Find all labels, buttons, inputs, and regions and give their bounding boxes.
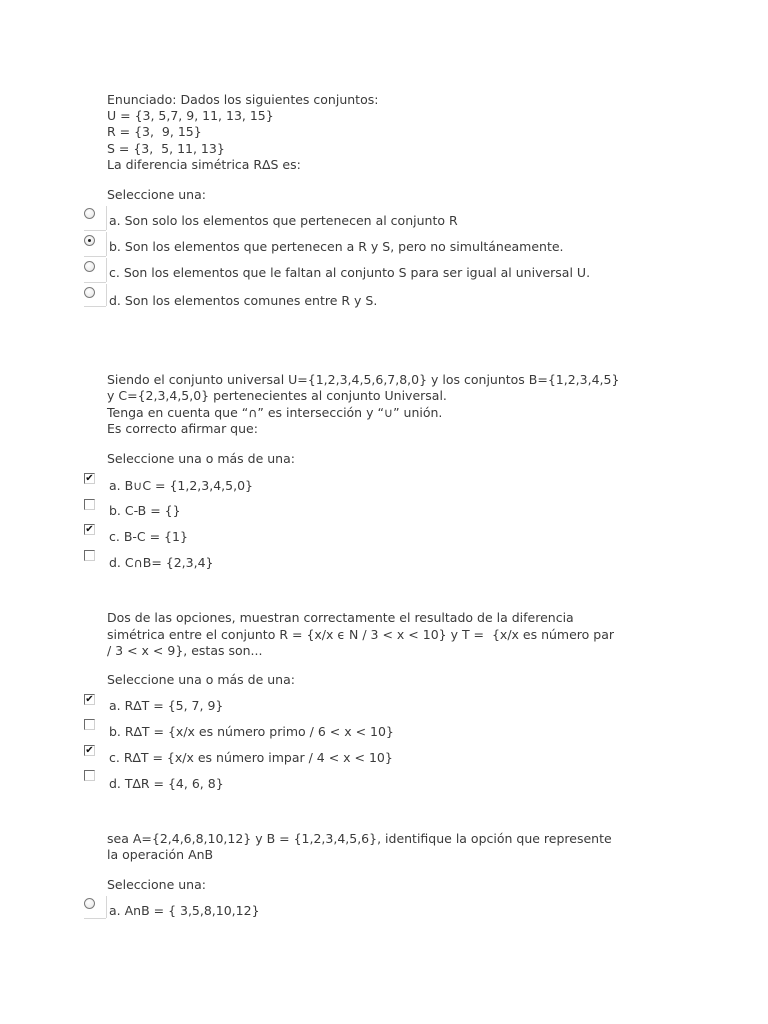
option-divider	[84, 256, 106, 257]
option-divider	[106, 258, 107, 282]
checkmark-icon: ✔	[85, 524, 94, 535]
question-4-statement-line: sea A={2,4,6,8,10,12} y B = {1,2,3,4,5,6}, identifique la opción que represente	[107, 831, 612, 846]
question-1-prompt: Seleccione una:	[107, 187, 206, 202]
q1-option-a-radio[interactable]	[84, 208, 95, 219]
q2-option-a-checkbox[interactable]	[84, 473, 95, 484]
q3-option-b-checkbox[interactable]	[84, 719, 95, 730]
q1-option-b-radio[interactable]	[84, 235, 95, 246]
question-3-statement-line: simétrica entre el conjunto R = {x/x ϵ N / 3 < x < 10} y T = {x/x es número par	[107, 627, 615, 642]
q1-option-d-radio[interactable]	[84, 287, 95, 298]
option-divider	[106, 232, 107, 256]
option-divider	[84, 282, 106, 283]
question-1-statement-line: La diferencia simétrica R∆S es:	[107, 157, 301, 172]
question-2-prompt: Seleccione una o más de una:	[107, 451, 295, 466]
question-1-statement-line: Enunciado: Dados los siguientes conjuntos:	[107, 92, 379, 107]
option-divider	[84, 306, 106, 307]
question-1-statement-line: S = {3, 5, 11, 13}	[107, 141, 225, 156]
q3-option-a-label[interactable]: a. R∆T = {5, 7, 9}	[109, 698, 224, 713]
q3-option-d-label[interactable]: d. T∆R = {4, 6, 8}	[109, 776, 224, 791]
question-2-statement-line: y C={2,3,4,5,0} pertenecientes al conjunto Universal.	[107, 388, 447, 403]
option-divider	[106, 206, 107, 230]
q2-option-c-label[interactable]: c. B-C = {1}	[109, 529, 188, 544]
question-3-statement-line: Dos de las opciones, muestran correctamente el resultado de la diferencia	[107, 610, 574, 625]
q2-option-b-checkbox[interactable]	[84, 499, 95, 510]
q1-option-d-label[interactable]: d. Son los elementos comunes entre R y S.	[109, 293, 378, 308]
question-4-statement-line: la operación AnB	[107, 847, 214, 862]
question-1-statement-line: U = {3, 5,7, 9, 11, 13, 15}	[107, 108, 274, 123]
q1-option-b-label[interactable]: b. Son los elementos que pertenecen a R y S, pero no simultáneamente.	[109, 239, 564, 254]
radio-selected-dot-icon	[88, 239, 91, 242]
q3-option-d-checkbox[interactable]	[84, 770, 95, 781]
q2-option-a-label[interactable]: a. B∪C = {1,2,3,4,5,0}	[109, 478, 253, 493]
question-3-statement-line: / 3 < x < 9}, estas son...	[107, 643, 263, 658]
checkmark-icon: ✔	[85, 694, 94, 705]
q2-option-c-checkbox[interactable]	[84, 524, 95, 535]
q3-option-c-label[interactable]: c. R∆T = {x/x es número impar / 4 < x < 10}	[109, 750, 393, 765]
question-2-statement-line: Es correcto afirmar que:	[107, 421, 258, 436]
question-4-prompt: Seleccione una:	[107, 877, 206, 892]
question-1-statement-line: R = {3, 9, 15}	[107, 124, 202, 139]
checkmark-icon: ✔	[85, 745, 94, 756]
option-divider	[106, 896, 107, 918]
question-3-prompt: Seleccione una o más de una:	[107, 672, 295, 687]
option-divider	[84, 918, 106, 919]
question-2-statement-line: Tenga en cuenta que “∩” es intersección y “∪” unión.	[107, 405, 443, 420]
q1-option-c-radio[interactable]	[84, 261, 95, 272]
q3-option-b-label[interactable]: b. R∆T = {x/x es número primo / 6 < x < 10}	[109, 724, 394, 739]
checkmark-icon: ✔	[85, 473, 94, 484]
q2-option-b-label[interactable]: b. C-B = {}	[109, 503, 181, 518]
q2-option-d-checkbox[interactable]	[84, 550, 95, 561]
q3-option-c-checkbox[interactable]	[84, 745, 95, 756]
option-divider	[106, 284, 107, 306]
q4-option-a-radio[interactable]	[84, 898, 95, 909]
q1-option-a-label[interactable]: a. Son solo los elementos que pertenecen al conjunto R	[109, 213, 458, 228]
q4-option-a-label[interactable]: a. AnB = { 3,5,8,10,12}	[109, 903, 260, 918]
option-divider	[84, 230, 106, 231]
q3-option-a-checkbox[interactable]	[84, 694, 95, 705]
q1-option-c-label[interactable]: c. Son los elementos que le faltan al conjunto S para ser igual al universal U.	[109, 265, 591, 280]
question-2-statement-line: Siendo el conjunto universal U={1,2,3,4,5,6,7,8,0} y los conjuntos B={1,2,3,4,5}	[107, 372, 620, 387]
q2-option-d-label[interactable]: d. C∩B= {2,3,4}	[109, 555, 214, 570]
